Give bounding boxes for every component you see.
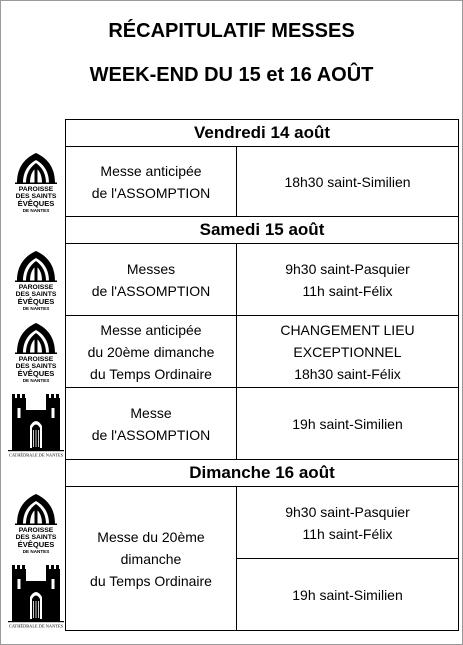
svg-text:DES SAINTS: DES SAINTS xyxy=(15,192,56,200)
day-header-friday: Vendredi 14 août xyxy=(66,120,459,147)
svg-text:PAROISSE: PAROISSE xyxy=(18,185,53,193)
mass-time-location: 9h30 saint-Pasquier 11h saint-Félix xyxy=(237,244,459,316)
svg-text:ÉVÊQUES: ÉVÊQUES xyxy=(17,296,54,306)
svg-text:CATHÉDRALE DE NANTES: CATHÉDRALE DE NANTES xyxy=(8,623,63,628)
mass-time-location: 18h30 saint-Similien xyxy=(237,147,459,217)
mass-description: Messe de l'ASSOMPTION xyxy=(66,388,237,460)
svg-text:ÉVÊQUES: ÉVÊQUES xyxy=(17,539,54,549)
svg-text:DES SAINTS: DES SAINTS xyxy=(15,533,56,541)
mass-description: Messes de l'ASSOMPTION xyxy=(66,244,237,316)
paroisse-logo-icon xyxy=(9,490,63,556)
svg-text:CATHÉDRALE DE NANTES: CATHÉDRALE DE NANTES xyxy=(8,452,63,457)
svg-text:DE NANTES: DE NANTES xyxy=(22,305,49,311)
svg-text:PAROISSE: PAROISSE xyxy=(18,283,53,291)
svg-text:ÉVÊQUES: ÉVÊQUES xyxy=(17,368,54,378)
mass-time-location: 19h saint-Similien xyxy=(237,559,459,631)
cathedrale-logo-icon xyxy=(8,390,64,458)
mass-time-location: 19h saint-Similien xyxy=(237,388,459,460)
svg-text:DES SAINTS: DES SAINTS xyxy=(15,290,56,298)
mass-description: Messe anticipée de l'ASSOMPTION xyxy=(66,147,237,217)
paroisse-logo-icon xyxy=(9,149,63,215)
svg-text:DES SAINTS: DES SAINTS xyxy=(15,362,56,370)
svg-text:DE NANTES: DE NANTES xyxy=(22,377,49,383)
paroisse-logo-icon xyxy=(9,247,63,313)
svg-text:DE NANTES: DE NANTES xyxy=(22,207,49,213)
mass-time-location: 9h30 saint-Pasquier 11h saint-Félix xyxy=(237,487,459,559)
mass-description: Messe anticipée du 20ème dimanche du Temps Ordinaire xyxy=(66,316,237,388)
page-title: RÉCAPITULATIF MESSES xyxy=(108,20,355,42)
svg-text:DE NANTES: DE NANTES xyxy=(22,548,49,554)
svg-text:PAROISSE: PAROISSE xyxy=(18,526,53,534)
page-subtitle: WEEK-END DU 15 et 16 AOÛT xyxy=(89,64,374,86)
cathedrale-logo-icon xyxy=(8,561,64,629)
mass-time-location: CHANGEMENT LIEU EXCEPTIONNEL 18h30 saint-Félix xyxy=(237,316,459,388)
day-header-sunday: Dimanche 16 août xyxy=(66,460,459,487)
day-header-saturday: Samedi 15 août xyxy=(66,217,459,244)
mass-description: Messe du 20ème dimanche du Temps Ordinaire xyxy=(66,487,237,631)
svg-text:ÉVÊQUES: ÉVÊQUES xyxy=(17,198,54,208)
mass-schedule-table xyxy=(6,119,459,631)
paroisse-logo-icon xyxy=(9,319,63,385)
svg-text:PAROISSE: PAROISSE xyxy=(18,355,53,363)
